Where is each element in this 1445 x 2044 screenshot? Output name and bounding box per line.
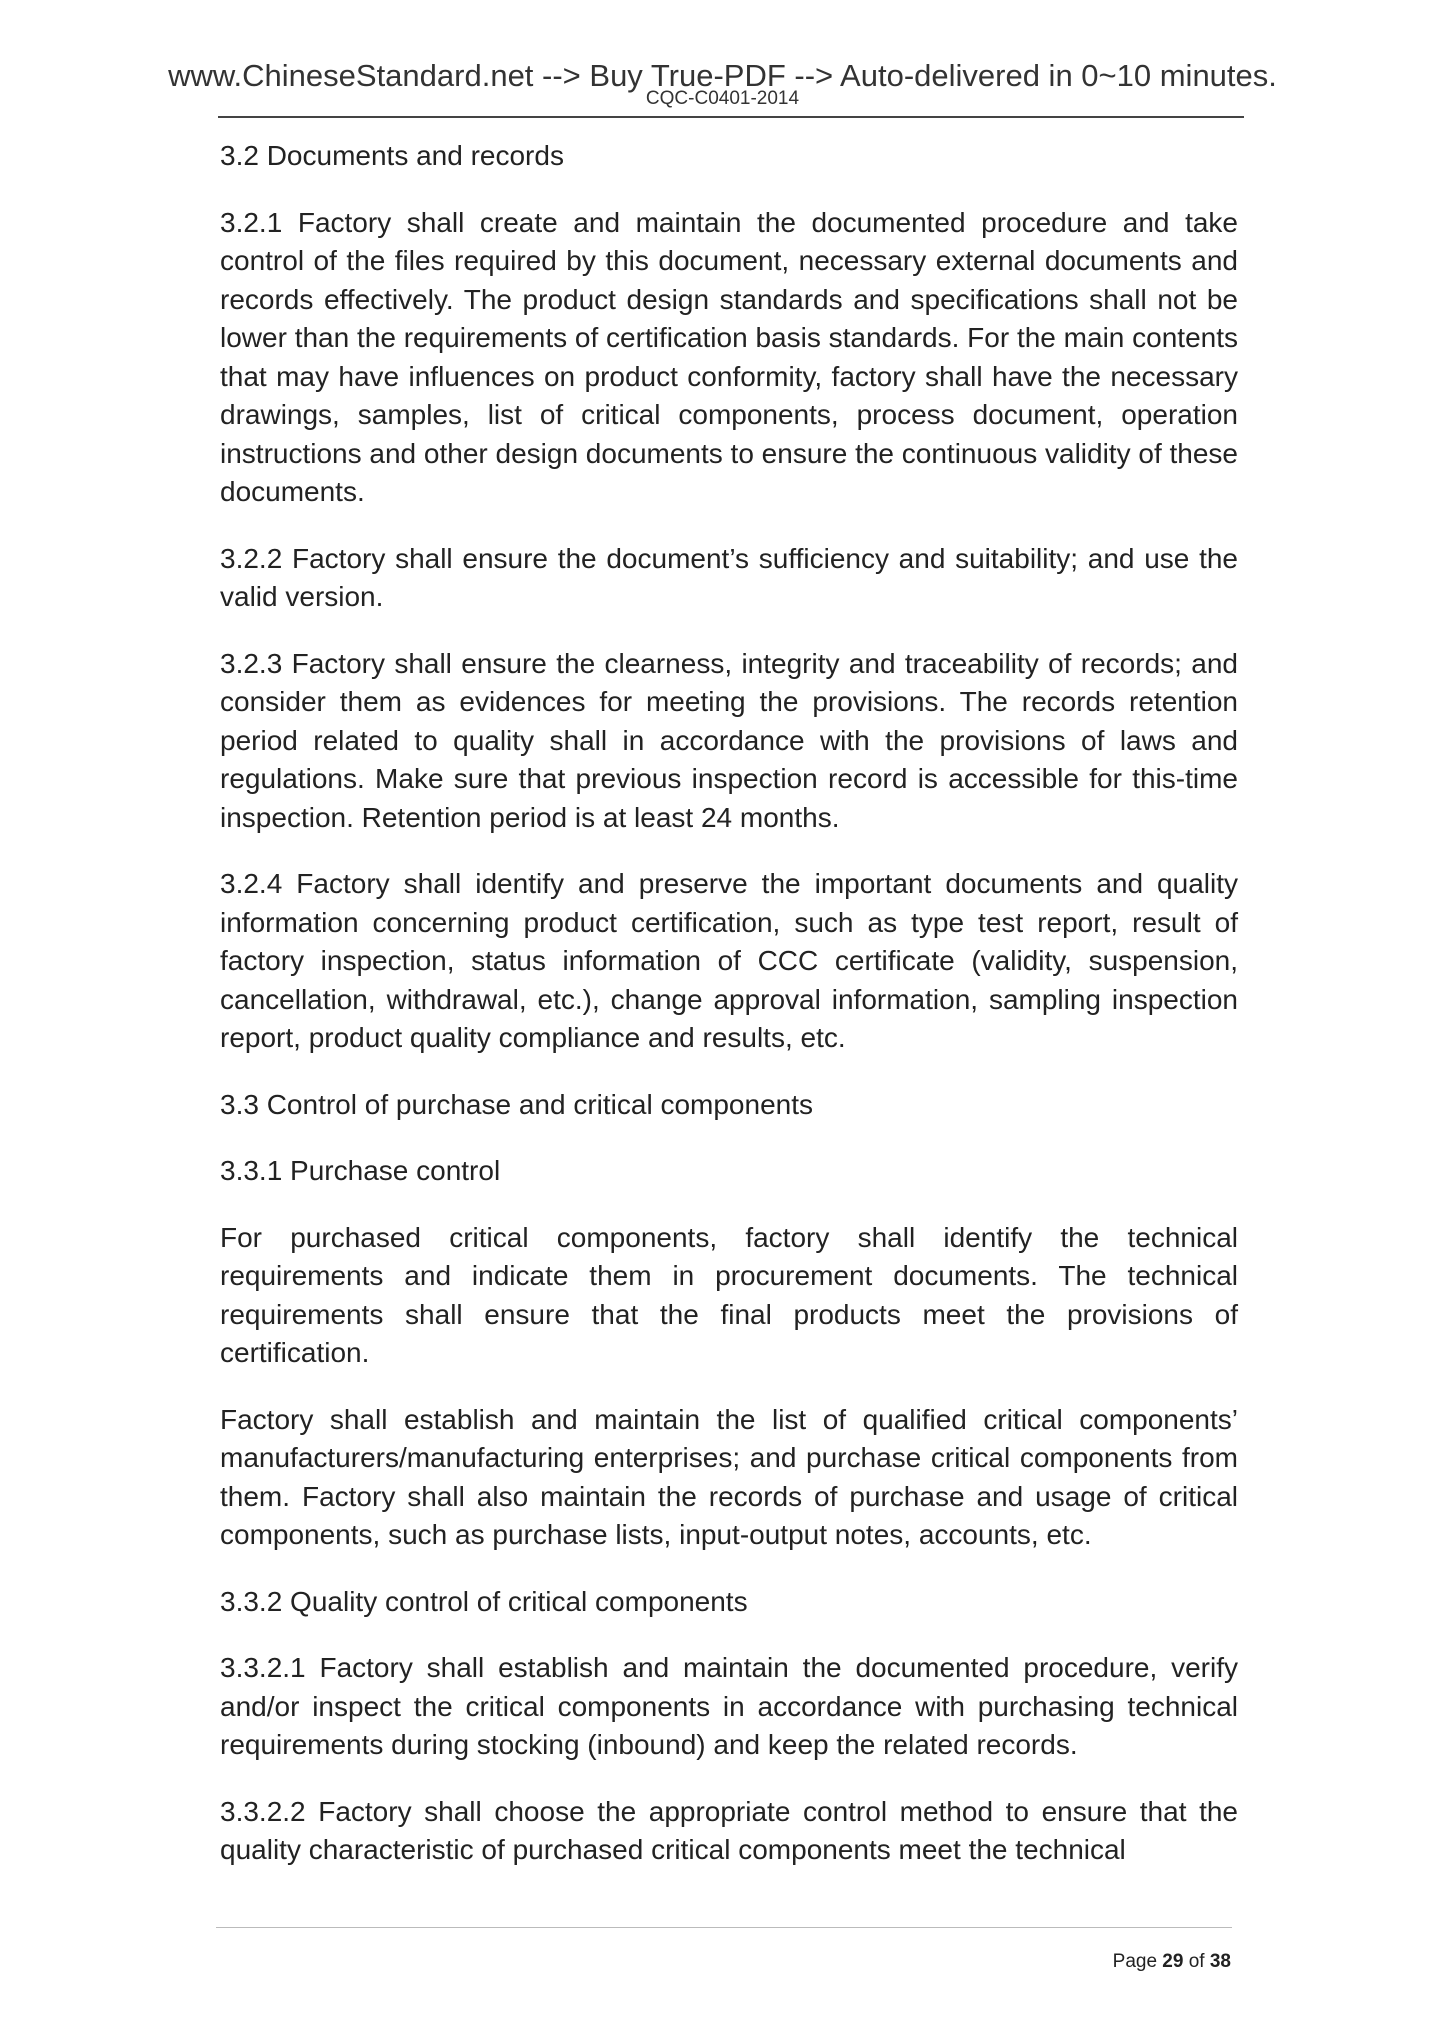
page-label: Page	[1112, 1951, 1158, 1972]
page-number	[1113, 1950, 1231, 1974]
purchase-control-paragraph-2: Factory shall establish and maintain the list of qualified critical components’ manufacturers/manufacturing enterprises; and purchase critical components from them. Factory shall also maintain the records of purchase and usage of critical components, such as purchase lists, input-output notes, accounts, etc.	[220, 1403, 1238, 1550]
clause-3-2-4: 3.2.4 Factory shall identify and preserve the important documents and quality information concerning product certification, such as type test report, result of factory inspection, status information of CCC certificate (validity, suspension, cancellation, withdrawal, etc.), change approval information, sampling inspection report, product quality compliance and results, etc.	[220, 868, 1238, 1053]
source-banner: www.ChineseStandard.net --> Buy True-PDF --> Auto-delivered in 0~10 minutes.	[168, 58, 1277, 93]
footer-divider	[216, 1927, 1232, 1928]
purchase-control-paragraph-1: For purchased critical components, factory shall identify the technical requirements and indicate them in procurement documents. The technical requirements shall ensure that the final products meet the provisions of certification.	[220, 1221, 1238, 1368]
page-total: 38	[1209, 1951, 1231, 1972]
page-of: of	[1188, 1951, 1205, 1972]
clause-3-3-2-1: 3.3.2.1 Factory shall establish and maintain the documented procedure, verify and/or inspect the critical components in accordance with purchasing technical requirements during stocking (inbound) and keep the related records.	[220, 1652, 1238, 1760]
document-body	[220, 137, 1238, 1898]
header-divider	[218, 116, 1244, 118]
clause-3-2-3: 3.2.3 Factory shall ensure the clearness, integrity and traceability of records; and consider them as evidences for meeting the provisions. The records retention period related to quality shall in accordance with the provisions of laws and regulations. Make sure that previous inspection record is accessible for this-time inspection. Retention period is at least 24 months.	[220, 647, 1238, 833]
clause-3-2-2: 3.2.2 Factory shall ensure the document’s sufficiency and suitability; and use the valid version.	[220, 542, 1238, 612]
subsection-heading-3-3-1: 3.3.1 Purchase control	[220, 1155, 501, 1186]
page-current: 29	[1162, 1951, 1184, 1972]
document-code: CQC-C0401-2014	[645, 88, 800, 109]
section-heading-3-3: 3.3 Control of purchase and critical components	[220, 1088, 813, 1120]
clause-3-3-2-2: 3.3.2.2 Factory shall choose the appropriate control method to ensure that the quality characteristic of purchased critical components meet the technical	[220, 1795, 1238, 1865]
subsection-heading-3-3-2: 3.3.2 Quality control of critical components	[220, 1585, 748, 1617]
section-heading-3-2: 3.2 Documents and records	[220, 140, 564, 171]
clause-3-2-1: 3.2.1 Factory shall create and maintain the documented procedure and take control of the files required by this document, necessary external documents and records effectively. The product design standards and specifications shall not be lower than the requirements of certification basis standards. For the main contents that may have influences on product conformity, factory shall have the necessary drawings, samples, list of critical components, process document, operation instructions and other design documents to ensure the continuous validity of these documents.	[220, 206, 1238, 507]
